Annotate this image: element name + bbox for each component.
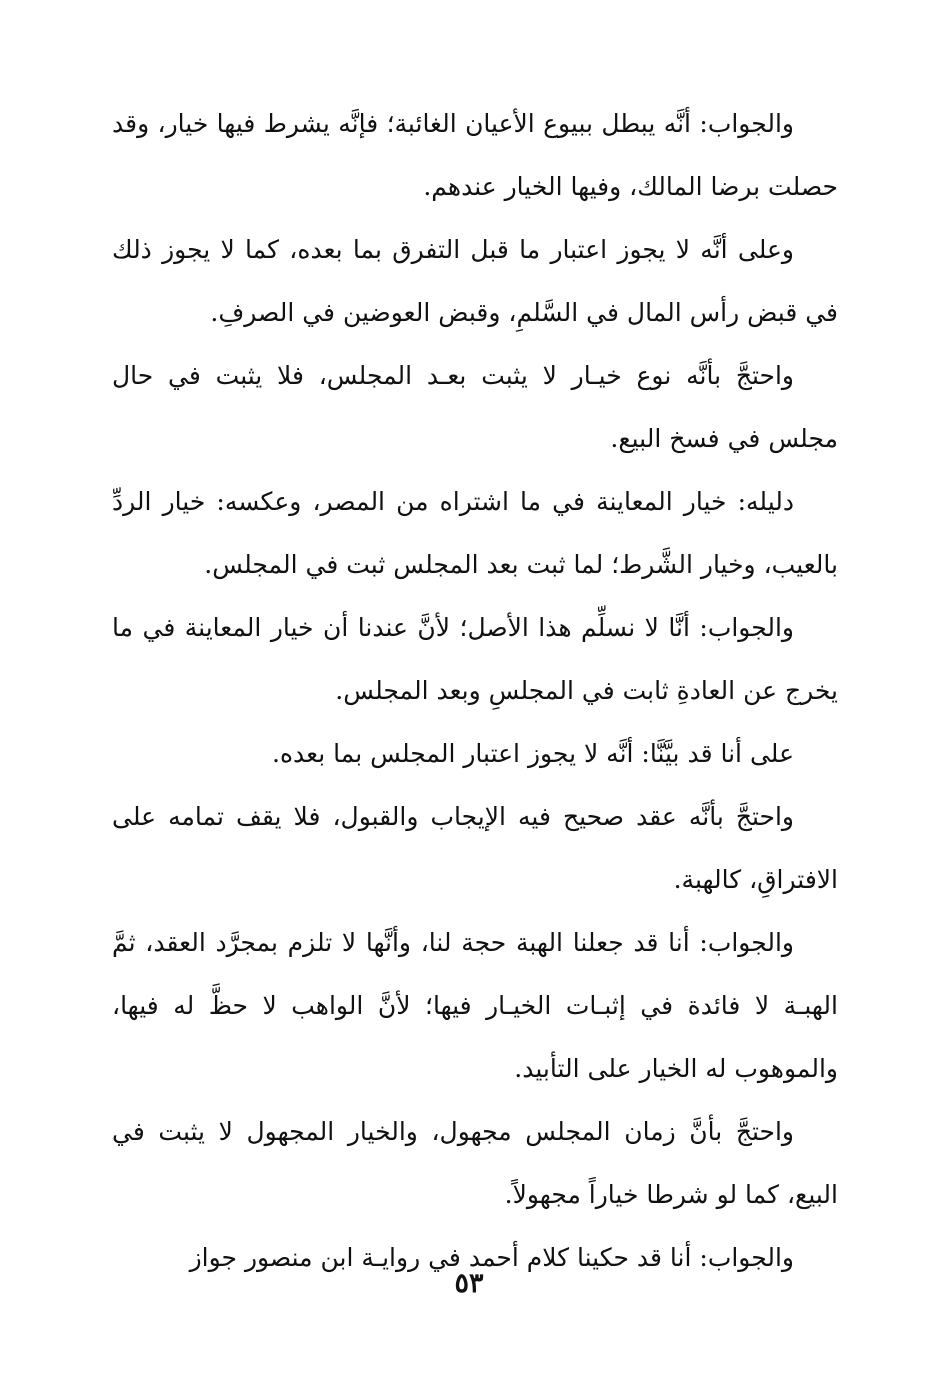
main-text [112,92,838,1289]
paragraph-1: والجواب: أنَّه يبطل ببيوع الأعيان الغائبة؛ فإنَّه يشرط فيها خيار، وقد حصلت برضا المالك، وفيها الخيار عندهم. [112,109,838,201]
paragraph-3: واحتجَّ بأنَّه نوع خيـار لا يثبت بعـد المجلس، فلا يثبت في حال مجلس في فسخ البيع. [112,361,838,453]
paragraph-5: والجواب: أنَّا لا نسلِّم هذا الأصل؛ لأنَّ عندنا أن خيار المعاينة في ما يخرج عن العادةِ ثابت في المجلسِ وبعد المجلس. [112,613,838,705]
paragraph-2: وعلى أنَّه لا يجوز اعتبار ما قبل التفرق بما بعده، كما لا يجوز ذلك في قبض رأس المال في السَّلمِ، وقبض العوضين في الصرفِ. [112,235,838,327]
page-number: ٥٣ [454,1268,484,1299]
paragraph-6: على أنا قد بيَّنَّا: أنَّه لا يجوز اعتبار المجلس بما بعده. [272,739,794,768]
paragraph-8: والجواب: أنا قد جعلنا الهبة حجة لنا، وأنَّها لا تلزم بمجرَّد العقد، ثمَّ الهبـة لا فائدة في إثبـات الخيـار فيها؛ لأنَّ الواهب لا حظَّ له فيها، والموهوب له الخيار على التأبيد. [112,928,838,1083]
paragraph-10: والجواب: أنا قد حكينا كلام أحمد في روايـة ابن منصور جواز [189,1243,794,1272]
paragraph-7: واحتجَّ بأنَّه عقد صحيح فيه الإيجاب والقبول، فلا يقف تمامه على الافتراقِ، كالهبة. [112,802,838,894]
paragraph-9: واحتجَّ بأنَّ زمان المجلس مجهول، والخيار المجهول لا يثبت في البيع، كما لو شرطا خياراً مجهولاً. [112,1117,838,1209]
paragraph-4: دليله: خيار المعاينة في ما اشتراه من المصر، وعكسه: خيار الردِّ بالعيب، وخيار الشَّرط؛ لما ثبت بعد المجلس ثبت في المجلس. [112,487,838,579]
